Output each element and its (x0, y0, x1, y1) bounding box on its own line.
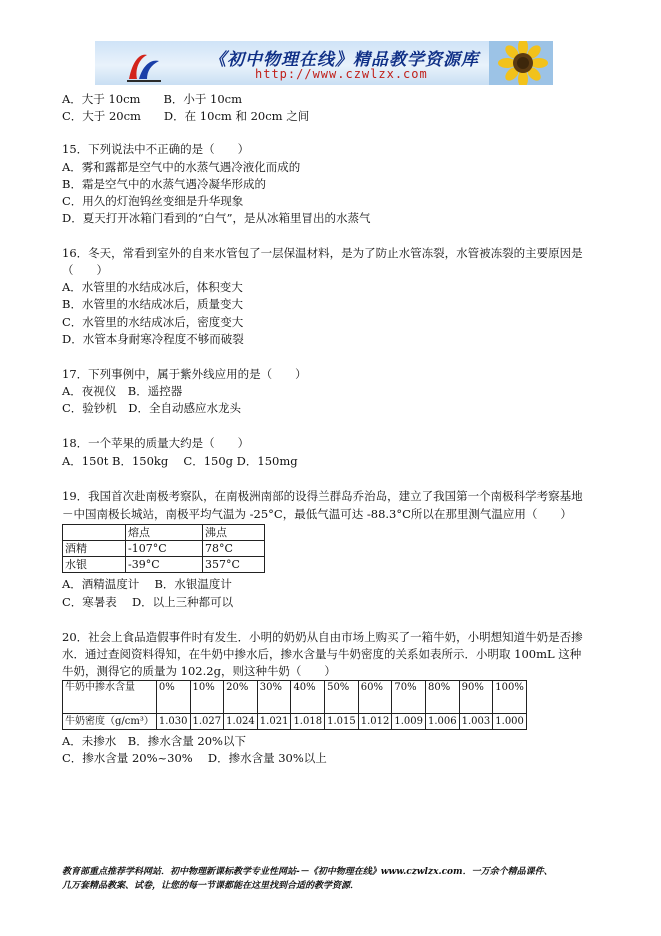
table-cell: 熔点 (126, 525, 203, 541)
sunflower-icon (489, 41, 553, 85)
table-row-label: 牛奶密度（g/cm³） (63, 714, 157, 730)
footer-line1: 教育部重点推荐学科网站．初中物理新课标教学专业性网站-－《初中物理在线》www.czwlzx.com．一万余个精品课件、 (62, 867, 553, 877)
table-row (63, 541, 265, 557)
logo-icon (125, 49, 163, 83)
table-cell: 1.030 (156, 714, 190, 730)
q18-stem: 18．一个苹果的质量大约是（ ） (62, 436, 250, 450)
q16-option-d: D．水管本身耐寒冷程度不够而破裂 (62, 332, 244, 346)
table-cell: 1.012 (358, 714, 392, 730)
table-cell: 70% (392, 681, 426, 714)
footer-line2: 几万套精品教案、试卷，让您的每一节课都能在这里找到合适的教学资源． (62, 881, 360, 891)
table-cell: 水银 (63, 557, 126, 573)
table-cell: 78°C (203, 541, 265, 557)
header-banner (95, 41, 553, 85)
q18-options: A．150t B．150kg C．150g D．150mg (62, 454, 298, 468)
q20-options-ab: A．未掺水 B．掺水含量 20%以下 (62, 734, 246, 748)
q17-options-cd: C．验钞机 D．全自动感应水龙头 (62, 401, 242, 415)
table-row (63, 525, 265, 541)
table-cell: 沸点 (203, 525, 265, 541)
table-row (63, 681, 527, 714)
table-cell: 1.018 (291, 714, 325, 730)
table-row (63, 714, 527, 730)
q15-option-d: D．夏天打开冰箱门看到的“白气”，是从冰箱里冒出的水蒸气 (62, 211, 371, 225)
table-cell: 50% (325, 681, 359, 714)
table-cell: 0% (156, 681, 190, 714)
table-cell: 1.021 (257, 714, 291, 730)
table-cell: 1.009 (392, 714, 426, 730)
banner-title: 《初中物理在线》精品教学资源库 (209, 50, 479, 70)
q16-stem-line2: （ ） (62, 263, 108, 277)
q15-option-a: A．雾和露都是空气中的水蒸气遇冷液化而成的 (62, 160, 301, 174)
table-cell: 1.006 (426, 714, 460, 730)
table-cell: 1.000 (493, 714, 527, 730)
table-cell: 1.003 (459, 714, 493, 730)
q15-option-c: C．用久的灯泡钨丝变细是升华现象 (62, 194, 244, 208)
q19-options-cd: C．寒暑表 D．以上三种都可以 (62, 595, 234, 609)
table-cell (63, 525, 126, 541)
q19-melting-boiling-table (62, 524, 265, 573)
table-cell: 40% (291, 681, 325, 714)
table-cell: 100% (493, 681, 527, 714)
q20-stem-line1: 20．社会上食品造假事件时有发生．小明的奶奶从自由市场上购买了一箱牛奶，小明想知道牛奶是否掺 (62, 630, 583, 644)
table-cell: -39°C (126, 557, 203, 573)
banner-url: http://www.czwlzx.com (255, 67, 428, 81)
table-cell: 357°C (203, 557, 265, 573)
table-cell: 酒精 (63, 541, 126, 557)
q19-stem-line2: －中国南极长城站，南极平均气温为 -25°C，最低气温可达 -88.3°C所以在那里测气温应用（ ） (62, 507, 572, 521)
table-cell: 10% (190, 681, 224, 714)
table-cell: 1.027 (190, 714, 224, 730)
q14-options-cd: C．大于 20cm D．在 10cm 和 20cm 之间 (62, 109, 310, 123)
q17-options-ab: A．夜视仪 B．遥控器 (62, 384, 183, 398)
table-row-label: 牛奶中掺水含量 (63, 681, 157, 714)
q16-option-b: B．水管里的水结成冰后，质量变大 (62, 297, 243, 311)
q16-option-a: A．水管里的水结成冰后，体积变大 (62, 280, 243, 294)
table-cell: 60% (358, 681, 392, 714)
q17-stem: 17．下列事例中，属于紫外线应用的是（ ） (62, 367, 307, 381)
q15-stem: 15．下列说法中不正确的是（ ） (62, 142, 250, 156)
q19-options-ab: A．酒精温度计 B．水银温度计 (62, 577, 232, 591)
table-cell: 30% (257, 681, 291, 714)
table-cell: 20% (224, 681, 258, 714)
q14-options-ab: A．大于 10cm B．小于 10cm (62, 92, 243, 106)
q20-milk-density-table (62, 680, 527, 730)
q20-options-cd: C．掺水含量 20%~30% D．掺水含量 30%以上 (62, 751, 327, 765)
q19-stem-line1: 19．我国首次赴南极考察队，在南极洲南部的设得兰群岛乔治岛，建立了我国第一个南极科学考察基地 (62, 489, 583, 503)
table-cell: 1.024 (224, 714, 258, 730)
q16-stem-line1: 16．冬天，常看到室外的自来水管包了一层保温材料，是为了防止水管冻裂，水管被冻裂的主要原因是 (62, 246, 583, 260)
q16-option-c: C．水管里的水结成冰后，密度变大 (62, 315, 244, 329)
table-cell: 1.015 (325, 714, 359, 730)
q20-stem-line3: 牛奶，测得它的质量为 102.2g，则这种牛奶（ ） (62, 664, 336, 678)
table-cell: -107°C (126, 541, 203, 557)
table-cell: 90% (459, 681, 493, 714)
table-row (63, 557, 265, 573)
table-cell: 80% (426, 681, 460, 714)
q20-stem-line2: 水．通过查阅资料得知，在牛奶中掺水后，掺水含量与牛奶密度的关系如表所示．小明取 100mL 这种 (62, 647, 582, 661)
q15-option-b: B．霜是空气中的水蒸气遇冷凝华形成的 (62, 177, 266, 191)
